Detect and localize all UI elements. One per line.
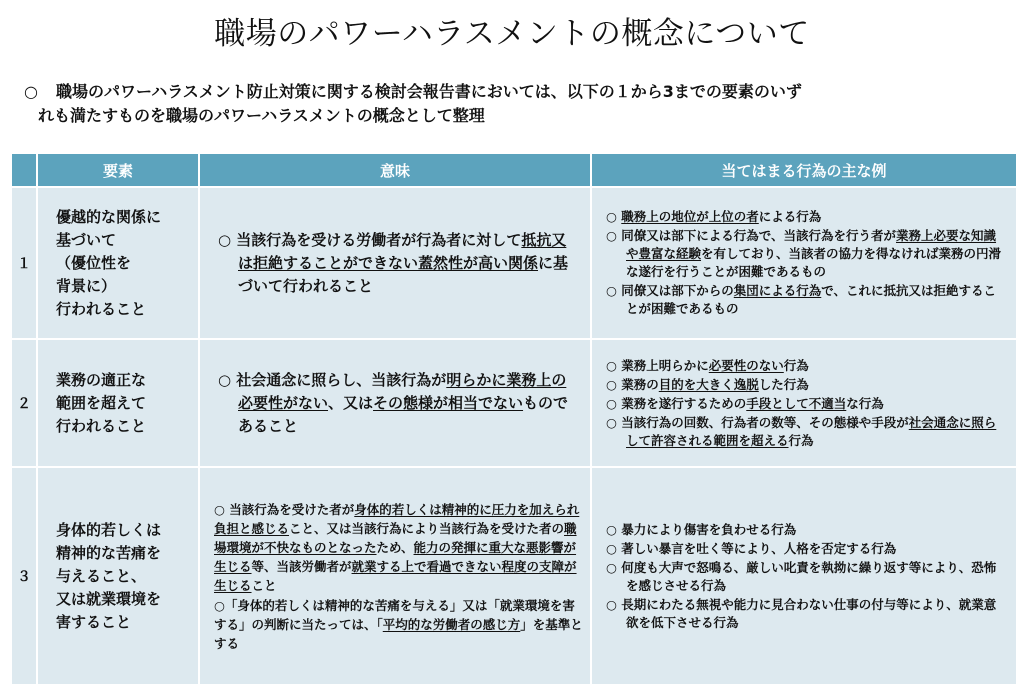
text-run: 行為	[783, 357, 809, 373]
row-number: ３	[11, 467, 37, 685]
row-examples	[591, 187, 1017, 339]
element-line: 業務の適正な	[56, 370, 147, 389]
underlined-run: 抵抗又は拒絶することができない蓋然性が高い関係	[238, 230, 567, 272]
table-row	[11, 187, 1017, 339]
example-item	[606, 596, 1008, 632]
underlined-run: 身体的若しくは精神的に圧力を加えられ負担と感じる	[214, 501, 580, 536]
text-run: ○ 何度も大声で怒鳴る、厳しい叱責を執拗に繰り返す等により、恐怖を感じさせる行為	[606, 559, 997, 593]
table-row	[11, 467, 1017, 685]
element-line: 優越的な関係に	[56, 207, 162, 226]
pawahara-concept-table	[10, 152, 1018, 686]
text-run: ○ 同僚又は部下による行為で、当該行為を行う者が	[606, 228, 897, 243]
example-item	[606, 414, 1008, 450]
underlined-run: 平均的な労働者の感じ方	[382, 616, 521, 632]
row-number: ２	[11, 339, 37, 467]
element-line: 範囲を超えて	[56, 393, 147, 412]
underlined-run: 就業する上で看過できない程度の支障が生じる	[214, 558, 577, 593]
text-run: ○	[606, 209, 622, 224]
header-examples: 当てはまる行為の主な例	[591, 153, 1017, 187]
example-item	[606, 521, 1008, 539]
header-meaning: 意味	[199, 153, 591, 187]
text-run: による行為	[758, 209, 822, 224]
text-run: に基づいて行われること	[238, 253, 569, 295]
example-item	[606, 227, 1008, 281]
text-run: ○ 社会通念に照らし、当該行為が	[218, 370, 447, 389]
element-line: 行われること	[56, 299, 147, 318]
text-run: こと、又は当該行為により当該行為を受けた者の	[289, 520, 565, 536]
underlined-run: 社会通念に照らして許容される範囲を超える	[626, 414, 997, 448]
text-run: ため、	[376, 539, 414, 555]
row-meaning	[199, 467, 591, 685]
meaning-point	[214, 596, 584, 653]
intro-line-1: 職場のパワーハラスメント防止対策に関する検討会報告書においては、以下の１から3までの要素のいず	[56, 82, 802, 101]
intro-text	[24, 80, 1004, 128]
text-run: こと	[251, 577, 277, 593]
text-run: ○ 業務上明らかに	[606, 357, 709, 373]
intro-line-2: れも満たすものを職場のパワーハラスメントの概念として整理	[38, 106, 485, 125]
row-examples	[591, 339, 1017, 467]
example-item	[606, 540, 1008, 558]
row-element	[37, 339, 199, 467]
text-run: した行為	[758, 376, 809, 392]
meaning-point	[214, 500, 584, 595]
element-line: 又は就業環境を	[56, 589, 162, 608]
text-run: な行為	[846, 395, 884, 411]
text-run: ○ 業務の	[606, 376, 659, 392]
text-run: ○ 長期にわたる無視や能力に見合わない仕事の付与等により、就業意欲を低下させる行為	[606, 596, 997, 630]
underlined-run: 手段として不適当	[746, 395, 847, 411]
example-item	[606, 376, 1008, 394]
underlined-run: 明らかに業務上の必要性がない	[238, 370, 567, 412]
row-meaning	[199, 339, 591, 467]
example-item	[606, 357, 1008, 375]
underlined-run: 能力の発揮に重大な悪影響が生じる	[214, 539, 577, 574]
text-run: で、これに抵抗又は拒絶することが困難であるもの	[626, 283, 997, 316]
text-run: 等、当該労働者が	[251, 558, 352, 574]
text-run: 、又は	[328, 393, 374, 412]
meaning-point	[218, 369, 580, 438]
table-row	[11, 339, 1017, 467]
row-number: １	[11, 187, 37, 339]
element-line: 与えること、	[56, 566, 147, 585]
element-line: 身体的若しくは	[56, 520, 162, 539]
underlined-run: 集団による行為	[733, 283, 822, 298]
row-element	[37, 467, 199, 685]
element-line: 害すること	[56, 612, 132, 631]
text-run: ○ 当該行為の回数、行為者の数等、その態様や手段が	[606, 414, 909, 430]
text-run: 」を基準とする	[214, 616, 583, 651]
element-line: 背景に）	[56, 276, 117, 295]
underlined-run: 目的を大きく逸脱	[658, 376, 759, 392]
page-title: 職場のパワーハラスメントの概念について	[214, 16, 810, 52]
header-element: 要素	[37, 153, 199, 187]
underlined-run: 必要性のない	[708, 357, 784, 373]
text-run: ○ 暴力により傷害を負わせる行為	[606, 521, 797, 537]
text-run: を有しており、当該者の協力を得なければ業務の円滑な遂行を行うことが困難であるもの	[626, 246, 1002, 279]
element-line: 基づいて	[56, 230, 117, 249]
header-number	[11, 153, 37, 187]
text-run: ものであること	[238, 393, 569, 435]
underlined-run: 職場環境が不快なものとなった	[214, 520, 577, 555]
underlined-run: 職務上の地位が上位の者	[621, 209, 759, 224]
text-run: ○ 同僚又は部下からの	[606, 283, 734, 298]
underlined-run: その態様が相当でない	[373, 393, 524, 412]
text-run: ○「身体的若しくは精神的な苦痛を与える」又は「就業環境を害する」の判断に当たっては、「	[214, 597, 575, 632]
row-element	[37, 187, 199, 339]
element-line: 行われること	[56, 416, 147, 435]
table-header-row	[11, 153, 1017, 187]
row-examples	[591, 467, 1017, 685]
example-item	[606, 395, 1008, 413]
example-item	[606, 282, 1008, 318]
text-run: ○ 著しい暴言を吐く等により、人格を否定する行為	[606, 540, 897, 556]
element-line: 精神的な苦痛を	[56, 543, 162, 562]
example-item	[606, 208, 1008, 226]
meaning-point	[218, 229, 580, 298]
row-meaning	[199, 187, 591, 339]
text-run: ○ 当該行為を受けた者が	[214, 501, 355, 517]
example-item	[606, 559, 1008, 595]
element-line: （優位性を	[56, 253, 132, 272]
intro-bullet: ○	[24, 82, 38, 101]
text-run: 行為	[788, 432, 814, 448]
text-run: ○ 業務を遂行するための	[606, 395, 747, 411]
underlined-run: 業務上必要な知識や豊富な経験	[626, 228, 997, 261]
text-run: ○ 当該行為を受ける労働者が行為者に対して	[218, 230, 522, 249]
